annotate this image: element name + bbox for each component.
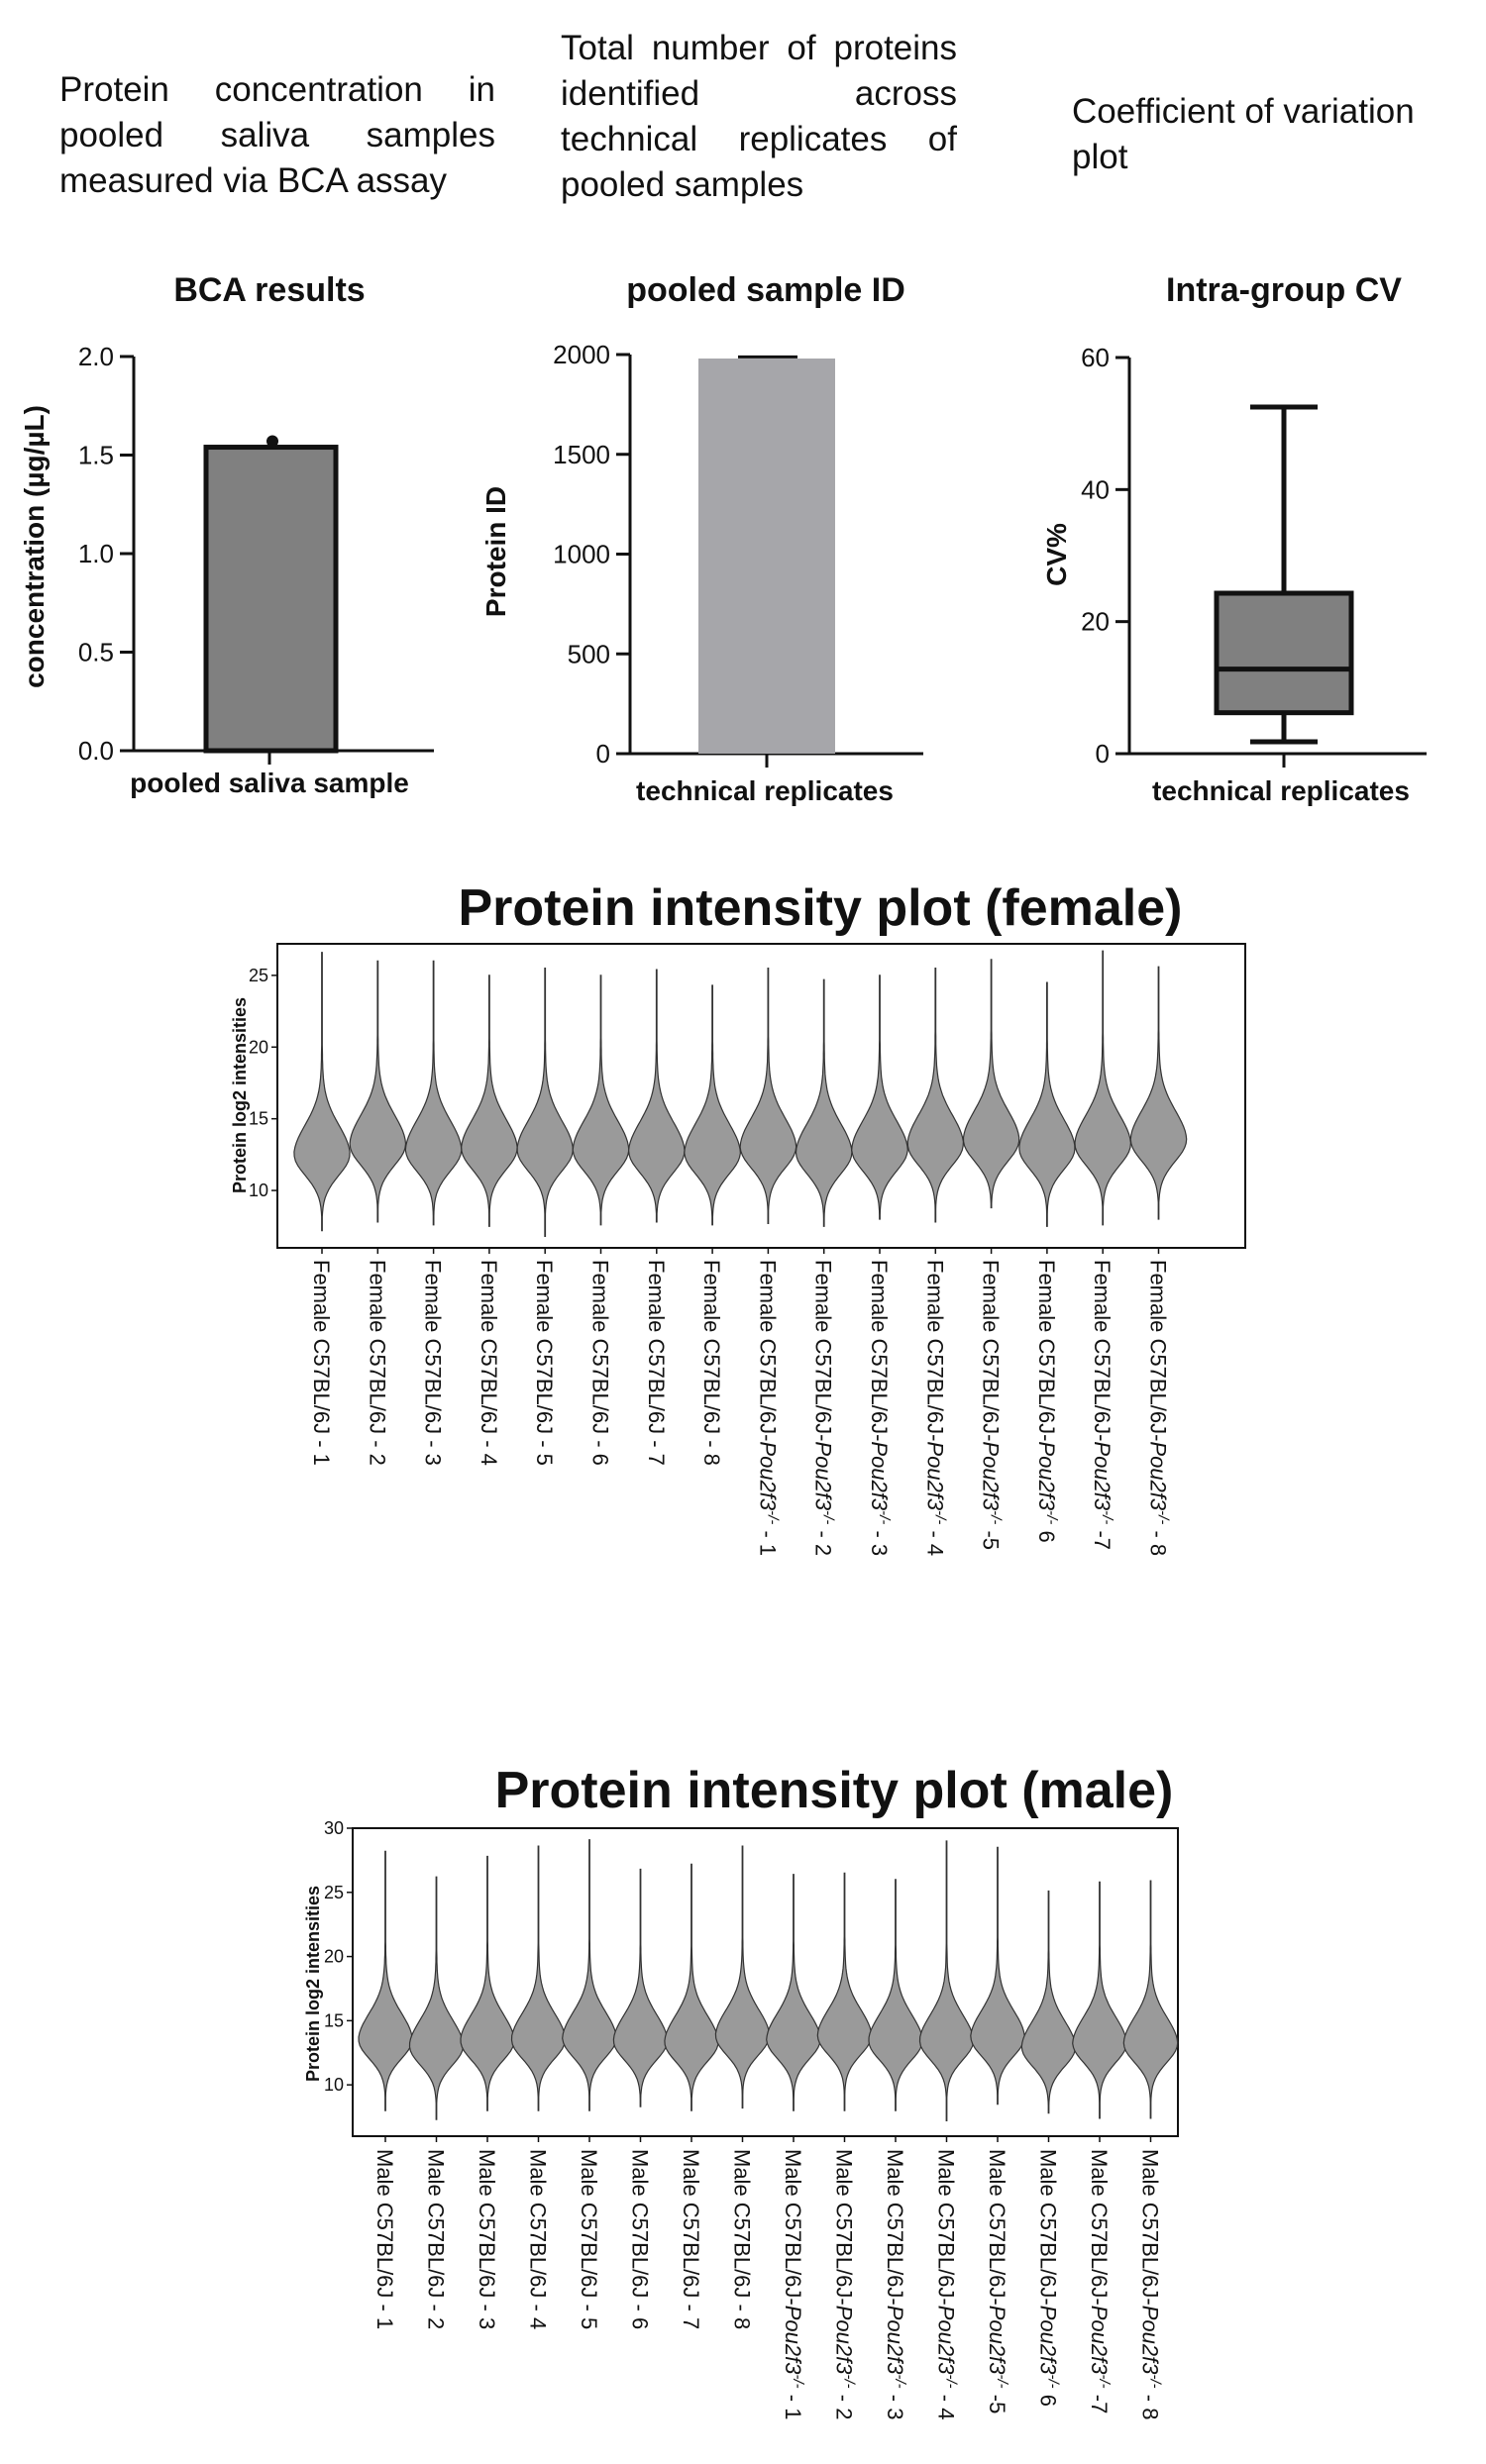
male-violin [715,1846,769,2107]
female-y-axis-label: Protein log2 intensities [230,996,250,1194]
female-y-tick-label: 15 [248,1108,268,1129]
female-x-tick-label: Female C57BL/6J-Pou2f3-/- - 1 [755,1260,782,1557]
male-violin [767,1875,821,2110]
male-violin [1021,1892,1075,2113]
male-x-tick-label: Male C57BL/6J-Pou2f3-/- - 8 [1137,2149,1164,2420]
female-violin [573,975,629,1225]
cv-x-category-label: technical replicates [1152,775,1410,806]
protein-id-y-tick-label: 0 [595,739,610,769]
male-y-tick-label: 15 [323,2010,344,2031]
protein-id-y-tick-label: 500 [567,639,610,669]
male-y-tick-label: 20 [323,1946,344,1967]
female-x-tick-label: Female C57BL/6J-Pou2f3-/- - 8 [1145,1260,1172,1557]
bca-y-tick-label: 1.0 [77,539,114,568]
male-violin [410,1877,464,2119]
bca-x-category-label: pooled saliva sample [130,768,409,798]
male-y-tick-label: 25 [323,1882,344,1902]
female-violin [350,961,405,1222]
female-x-tick-label: Female C57BL/6J-Pou2f3-/- -5 [978,1260,1006,1551]
female-x-tick-label: Female C57BL/6J - 7 [643,1260,669,1466]
bca-description: Protein concentration in pooled saliva samples measured via BCA assay [59,70,495,200]
female-x-tick-label: Female C57BL/6J-Pou2f3-/- -7 [1090,1260,1116,1551]
protein-id-y-tick-label: 1000 [553,539,610,569]
male-violin [512,1846,566,2110]
male-violin [613,1870,667,2107]
male-violin [971,1847,1024,2104]
male-x-tick-label: Male C57BL/6J-Pou2f3-/- -5 [985,2149,1011,2414]
female-violin [796,979,852,1226]
female-x-tick-label: Female C57BL/6J-Pou2f3-/- 6 [1033,1260,1061,1543]
cv-chart-title: Intra-group CV [1166,271,1402,309]
male-x-tick-label: Male C57BL/6J - 8 [729,2149,755,2330]
female-violin [907,969,963,1222]
protein-id-y-tick-label: 1500 [553,439,610,469]
male-x-tick-label: Male C57BL/6J-Pou2f3-/- - 4 [933,2149,960,2420]
female-x-tick-label: Female C57BL/6J - 1 [309,1260,334,1466]
protein-id-y-axis-label: Protein ID [480,485,511,618]
female-x-tick-label: Female C57BL/6J - 4 [476,1260,501,1466]
male-violin [817,1873,871,2110]
female-violin [964,960,1019,1208]
cv-y-tick-label: 60 [1081,343,1110,372]
male-x-tick-label: Male C57BL/6J - 4 [525,2149,551,2330]
male-chart-title: Protein intensity plot (male) [494,1762,1174,1819]
male-x-tick-label: Male C57BL/6J - 7 [679,2149,703,2330]
male-violin [665,1864,718,2110]
bca-y-tick-label: 1.5 [77,440,114,470]
cv-box [1217,593,1351,713]
bca-chart-title: BCA results [173,271,366,309]
female-violin [740,969,796,1224]
female-x-tick-label: Female C57BL/6J - 6 [587,1260,613,1466]
male-x-tick-label: Male C57BL/6J - 5 [577,2149,601,2330]
male-x-tick-label: Male C57BL/6J - 2 [423,2149,449,2330]
female-violin [1019,982,1075,1226]
protein-id-chart [480,271,923,806]
protein-id-x-category-label: technical replicates [636,775,894,806]
female-violin [629,970,685,1222]
protein-id-chart-title: pooled sample ID [626,271,905,309]
protein-id-y-tick-label: 2000 [553,340,610,369]
protein-id-description: Total number of proteins identified across technical replicates of pooled samples [561,29,957,204]
male-violin [359,1851,412,2110]
bca-y-axis-label: concentration (µg/µL) [19,405,50,688]
female-violin [517,969,573,1237]
male-x-tick-label: Male C57BL/6J-Pou2f3-/- - 2 [831,2149,858,2420]
male-y-axis-label: Protein log2 intensities [303,1885,323,2083]
male-x-tick-label: Male C57BL/6J - 1 [372,2149,397,2330]
female-y-tick-label: 20 [248,1037,268,1058]
female-x-tick-label: Female C57BL/6J - 8 [699,1260,725,1466]
male-x-tick-label: Male C57BL/6J - 3 [475,2149,499,2330]
male-violin [461,1857,514,2111]
male-y-tick-label: 30 [323,1818,344,1838]
female-violin [1075,951,1130,1225]
male-x-tick-label: Male C57BL/6J-Pou2f3-/- - 3 [883,2149,909,2420]
bca-data-point [266,436,278,448]
female-x-tick-label: Female C57BL/6J - 3 [420,1260,446,1466]
bca-chart [19,271,434,798]
male-violin [563,1840,617,2110]
cv-y-tick-label: 40 [1081,474,1110,505]
male-x-tick-label: Male C57BL/6J-Pou2f3-/- 6 [1035,2149,1062,2408]
bca-bar [206,448,336,751]
female-violin [405,961,462,1224]
male-violin-chart [303,1762,1178,2419]
female-y-tick-label: 25 [248,965,268,985]
bca-y-tick-label: 2.0 [77,342,114,371]
female-chart-title: Protein intensity plot (female) [458,879,1183,937]
bca-y-tick-label: 0.0 [77,736,114,766]
male-x-tick-label: Male C57BL/6J-Pou2f3-/- -7 [1087,2149,1114,2414]
female-x-tick-label: Female C57BL/6J - 5 [532,1260,558,1466]
cv-y-tick-label: 20 [1081,606,1110,637]
male-violin [869,1880,922,2110]
male-violin [1073,1882,1127,2117]
male-x-tick-label: Male C57BL/6J - 6 [627,2149,653,2330]
protein-id-bar [698,359,835,754]
female-violin-chart [230,879,1245,1556]
bca-y-tick-label: 0.5 [77,637,114,667]
cv-description: Coefficient of variation plot [1072,92,1415,176]
female-y-tick-label: 10 [248,1181,268,1201]
male-plot-frame [353,1828,1178,2136]
cv-y-axis-label: CV% [1041,523,1072,586]
female-x-tick-label: Female C57BL/6J-Pou2f3-/- - 4 [922,1260,949,1557]
male-violin [1123,1881,1177,2118]
male-x-tick-label: Male C57BL/6J-Pou2f3-/- - 1 [781,2149,807,2420]
female-violin [462,975,517,1226]
cv-chart [1041,271,1427,806]
female-violin [1130,967,1186,1219]
cv-y-tick-label: 0 [1095,739,1110,769]
female-violin [685,985,741,1225]
male-y-tick-label: 10 [323,2075,344,2096]
female-x-tick-label: Female C57BL/6J - 2 [365,1260,390,1466]
female-violin [294,953,350,1231]
female-x-tick-label: Female C57BL/6J-Pou2f3-/- - 2 [810,1260,838,1557]
female-x-tick-label: Female C57BL/6J-Pou2f3-/- - 3 [867,1260,894,1557]
female-violin [852,975,908,1219]
male-violin [920,1841,974,2120]
